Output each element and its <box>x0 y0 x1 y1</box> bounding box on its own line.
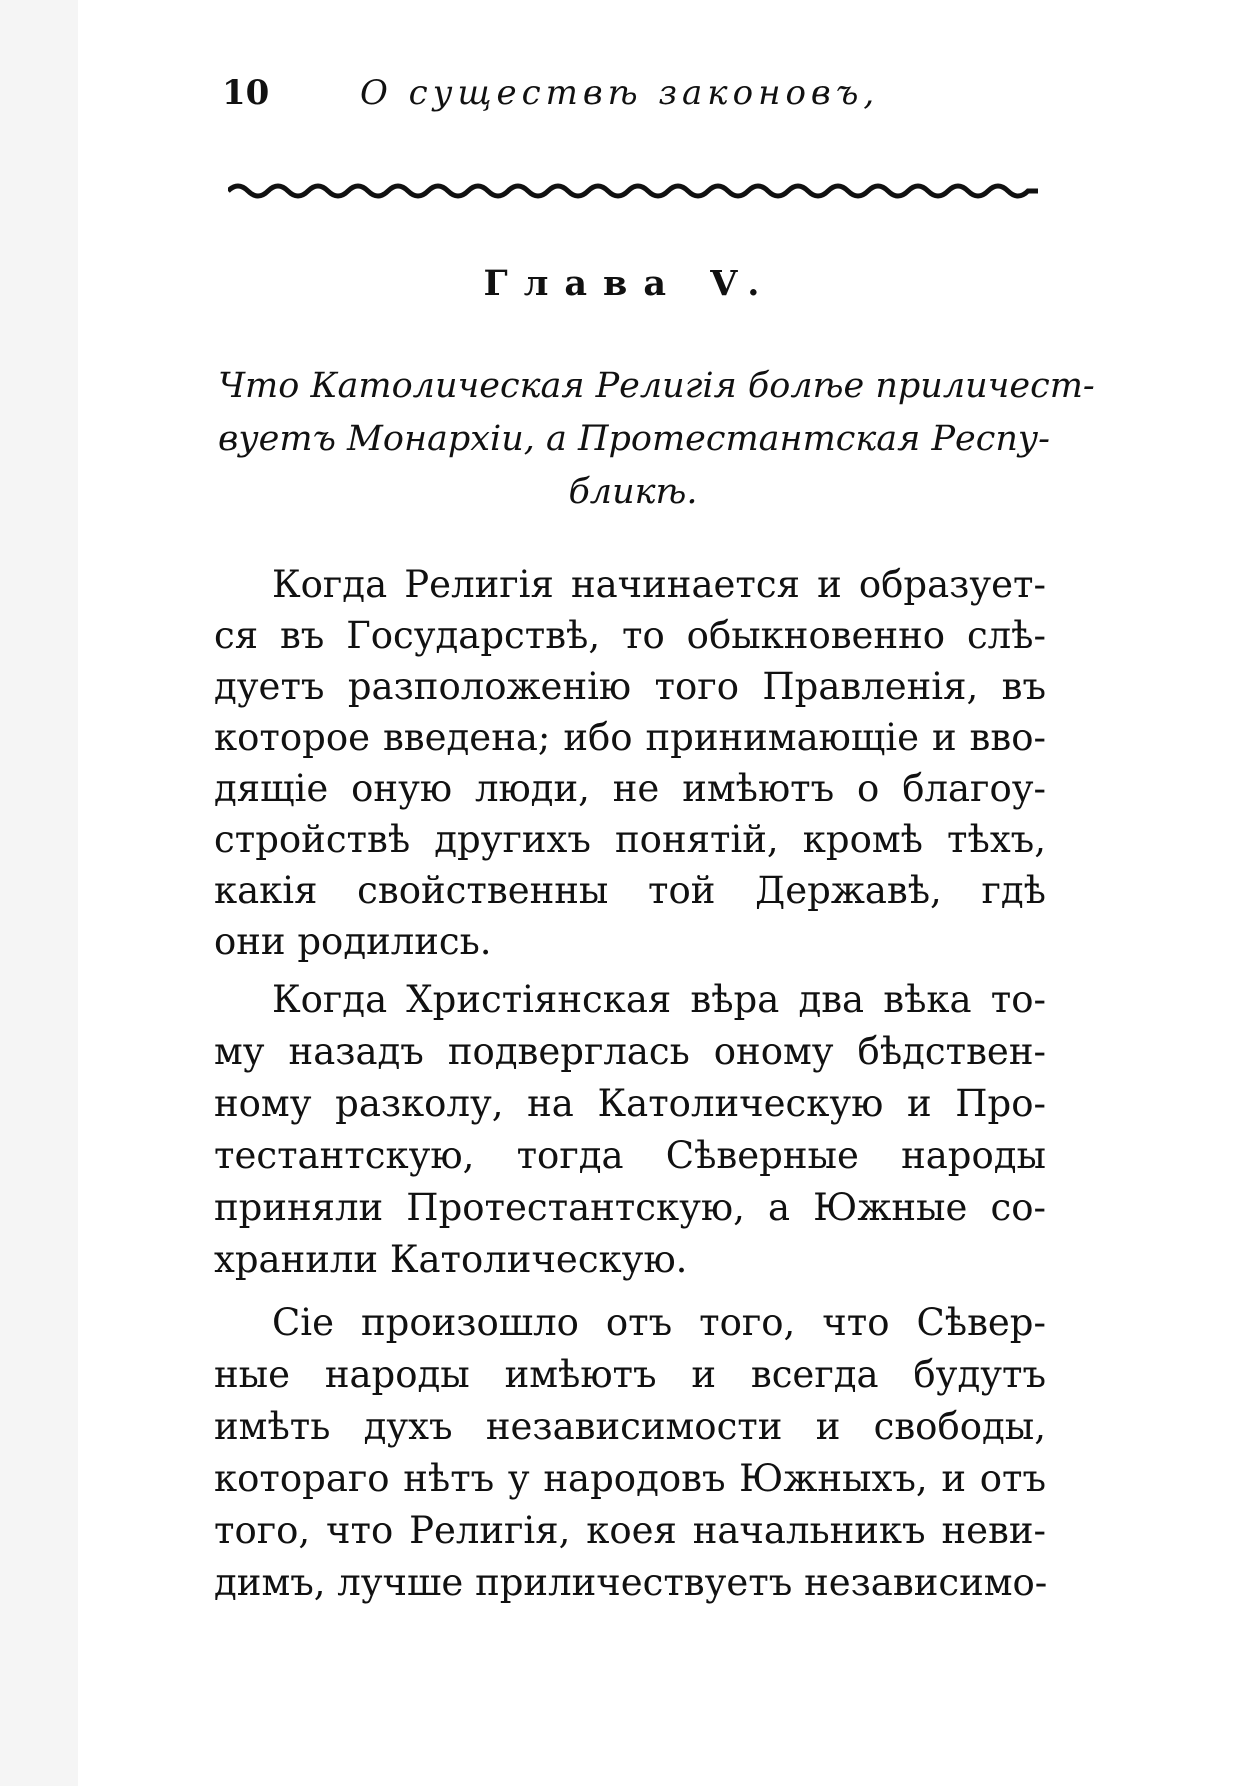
paragraph-line: Сіе произошло отъ того, что Сѣвер- <box>272 1301 1046 1344</box>
page-number: 10 <box>222 73 270 113</box>
paragraph-line: хранили Католическую. <box>214 1238 688 1281</box>
paragraph-line: димъ, лучше приличествуетъ независимо- <box>214 1561 1048 1604</box>
subtitle-line: Что Католическая Религія болѣе приличест- <box>218 366 1095 406</box>
paragraph-line: какія свойственны той Державѣ, гдѣ <box>214 869 1046 912</box>
paragraph-line: ному разколу, на Католическую и Про- <box>214 1082 1046 1125</box>
paragraph-line: имѣть духъ независимости и свободы, <box>214 1405 1046 1448</box>
paragraph-line: ся въ Государствѣ, то обыкновенно слѣ- <box>214 614 1046 657</box>
paragraph-line: которое введена; ибо принимающіе и вво- <box>214 716 1046 759</box>
wavy-rule-line <box>228 186 1038 196</box>
paragraph-line: они родились. <box>214 920 492 963</box>
paragraph-line: дуетъ разположенію того Правленія, въ <box>214 665 1046 708</box>
chapter-heading: Глава V. <box>483 263 776 304</box>
paragraph-line: стройствѣ другихъ понятій, кромѣ тѣхъ, <box>214 818 1046 861</box>
paragraph-line: Когда Христіянская вѣра два вѣка то- <box>272 978 1046 1021</box>
paragraph-line: ные народы имѣютъ и всегда будутъ <box>214 1353 1046 1396</box>
running-head: О существѣ законовъ, <box>360 73 880 113</box>
ornamental-rule <box>228 178 1038 204</box>
paragraph-line: Когда Религія начинается и образует- <box>272 563 1046 606</box>
paragraph-line: котораго нѣтъ у народовъ Южныхъ, и отъ <box>214 1457 1046 1500</box>
paragraph-line: приняли Протестантскую, а Южные со- <box>214 1186 1046 1229</box>
paragraph-line: дящіе оную люди, не имѣютъ о благоу- <box>214 767 1046 810</box>
paragraph-line: тестантскую, тогда Сѣверные народы <box>214 1134 1046 1177</box>
subtitle-line: бликѣ. <box>568 472 698 512</box>
paragraph-line: того, что Религія, коея начальникъ неви- <box>214 1509 1046 1552</box>
subtitle-line: вуетъ Монархіи, а Протестантская Респу- <box>218 419 1050 459</box>
paragraph-line: му назадъ подверглась оному бѣдствен- <box>214 1030 1046 1073</box>
chapter-subtitle <box>218 360 1095 519</box>
